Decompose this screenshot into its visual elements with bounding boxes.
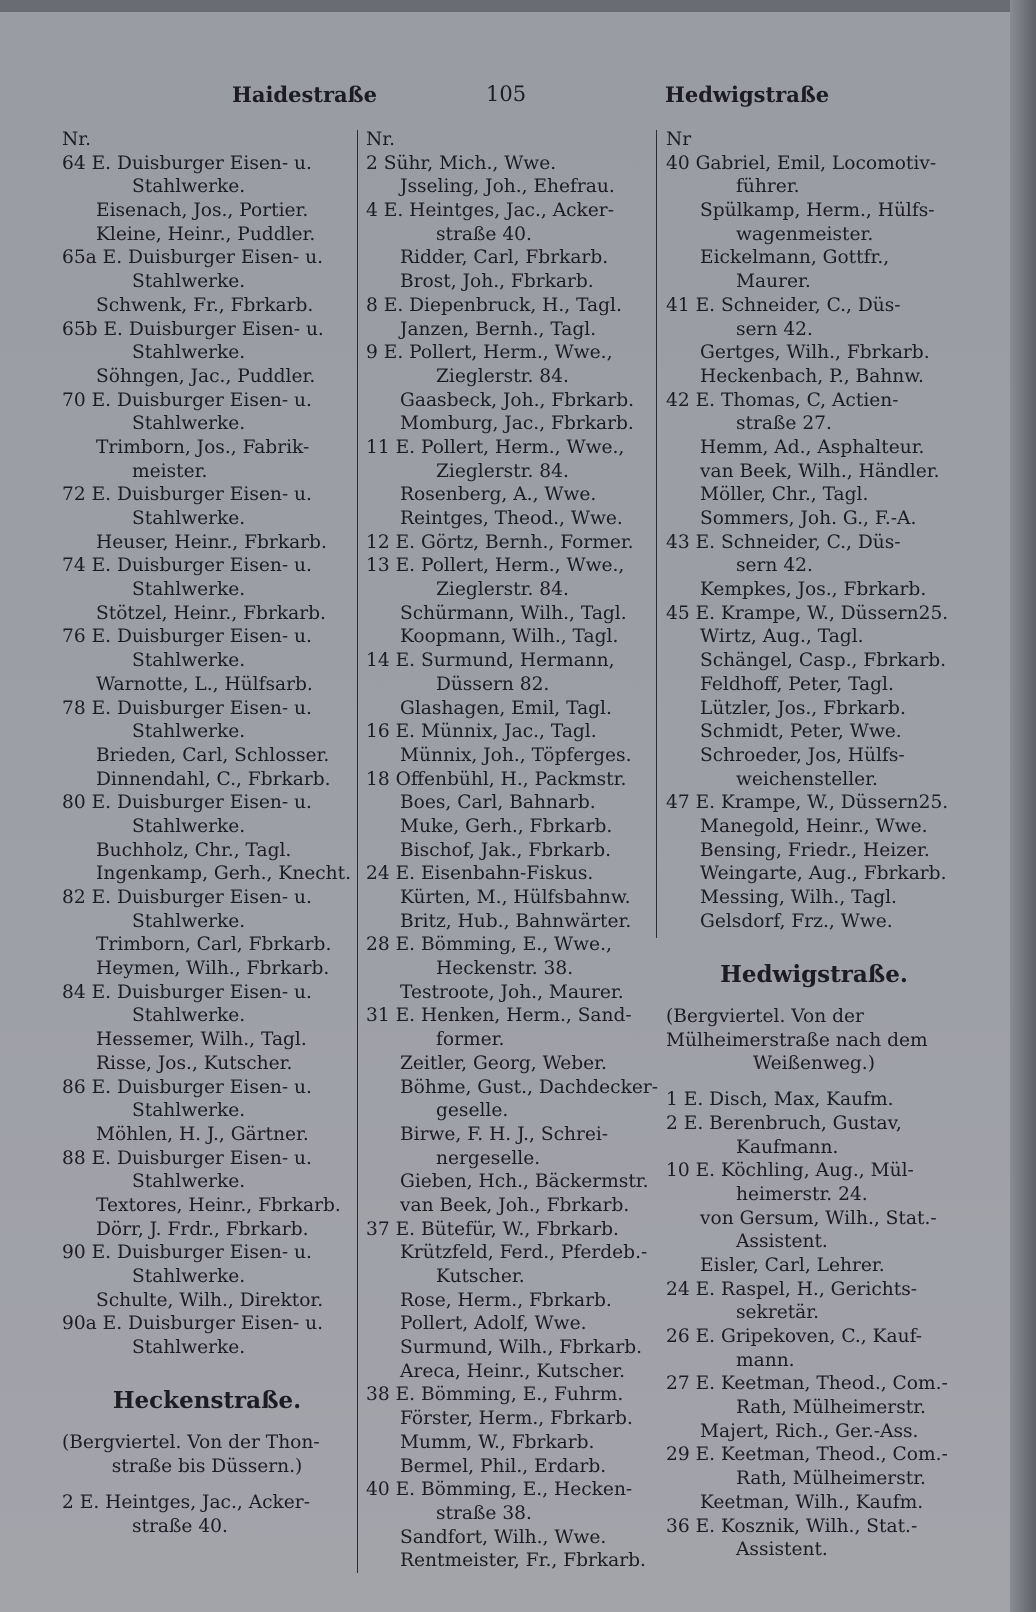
directory-line: Stahlwerke. [132,413,246,435]
directory-line: 9 E. Pollert, Herm., Wwe., [366,342,613,364]
directory-line: 24 E. Eisenbahn-Fiskus. [366,863,594,885]
directory-line: Surmund, Wilh., Fbrkarb. [400,1337,643,1359]
directory-line: Sandfort, Wilh., Wwe. [400,1526,607,1548]
directory-line: 38 E. Bömming, E., Fuhrm. [366,1384,624,1406]
directory-line: geselle. [436,1100,509,1122]
directory-line: Spülkamp, Herm., Hülfs- [700,200,935,222]
directory-line: 8 E. Diepenbruck, H., Tagl. [366,294,622,316]
directory-line: Feldhoff, Peter, Tagl. [700,673,894,695]
directory-line: nergeselle. [436,1147,541,1169]
directory-line: 82 E. Duisburger Eisen- u. [62,887,312,908]
directory-line: Bensing, Friedr., Heizer. [700,839,930,861]
directory-line: Trimborn, Carl, Fbrkarb. [96,934,332,956]
directory-line: 74 E. Duisburger Eisen- u. [62,555,312,577]
directory-line: 36 E. Kosznik, Wilh., Stat.- [666,1515,918,1537]
directory-line: Heuser, Heinr., Fbrkarb. [96,531,327,553]
directory-line: 13 E. Pollert, Herm., Wwe., [366,555,625,577]
right-running-title: Hedwigstraße [665,82,830,107]
directory-line: Stahlwerke. [132,1337,246,1359]
directory-line: Stötzel, Heinr., Fbrkarb. [96,602,326,624]
directory-line: 12 E. Görtz, Bernh., Former. [366,531,634,553]
column-left [62,128,352,1538]
street-heading: Hedwigstraße. [720,961,908,989]
directory-line: Rosenberg, A., Wwe. [400,484,597,506]
directory-line: Zieglerstr. 84. [436,460,569,482]
directory-line: 2 Sühr, Mich., Wwe. [366,152,557,174]
directory-line: 86 E. Duisburger Eisen- u. [62,1076,312,1098]
directory-line: straße 40. [132,1515,228,1537]
directory-line: 72 E. Duisburger Eisen- u. [62,484,312,506]
directory-line: Bischof, Jak., Fbrkarb. [400,839,612,861]
directory-line: Nr. [366,129,396,150]
directory-line: Kaufmann. [736,1136,839,1158]
directory-line: Schulte, Wilh., Direktor. [96,1289,324,1311]
directory-line: Schürmann, Wilh., Tagl. [400,602,627,624]
directory-line: Zieglerstr. 84. [436,579,569,601]
directory-line: Weingarte, Aug., Fbrkarb. [700,863,947,885]
directory-line: Buchholz, Chr., Tagl. [96,839,292,861]
spacer [62,1419,352,1431]
directory-line: Testroote, Joh., Maurer. [400,981,624,1003]
directory-line: 65b E. Duisburger Eisen- u. [62,318,324,340]
directory-line: Förster, Herm., Fbrkarb. [400,1408,633,1430]
directory-line: 80 E. Duisburger Eisen- u. [62,792,312,814]
directory-line: Söhngen, Jac., Puddler. [96,365,316,387]
directory-line: Heckenstr. 38. [436,958,574,980]
directory-line: Reintges, Theod., Wwe. [400,508,623,529]
directory-line: Stahlwerke. [132,1100,246,1122]
directory-line: Stahlwerke. [132,650,246,672]
directory-line: 14 E. Surmund, Hermann, [366,650,615,672]
directory-line: wagenmeister. [736,223,874,245]
directory-line: Stahlwerke. [132,579,246,601]
spacer [62,1360,352,1384]
directory-line: Britz, Hub., Bahnwärter. [400,910,632,932]
column-divider-left [357,130,358,1573]
directory-line: Boes, Carl, Bahnarb. [400,792,596,814]
directory-line: Stahlwerke. [132,1266,246,1287]
directory-line: Rentmeister, Fr., Fbrkarb. [400,1550,646,1572]
directory-line: 76 E. Duisburger Eisen- u. [62,626,312,648]
directory-line: 16 E. Münnix, Jac., Tagl. [366,721,597,743]
directory-line: 40 E. Bömming, E., Hecken- [366,1479,633,1501]
directory-line: 78 E. Duisburger Eisen- u. [62,697,312,719]
directory-line: van Beek, Wilh., Händler. [700,460,940,482]
directory-line: 40 Gabriel, Emil, Locomotiv- [666,152,937,174]
directory-line: sekretär. [736,1302,820,1324]
directory-line: Rose, Herm., Fbrkarb. [400,1289,612,1311]
directory-line: 90a E. Duisburger Eisen- u. [62,1313,324,1335]
directory-line: Möhlen, H. J., Gärtner. [96,1123,309,1145]
street-heading: Heckenstraße. [112,1387,302,1415]
spacer [62,1479,352,1491]
directory-line: Areca, Heinr., Kutscher. [400,1360,625,1382]
column-divider-right [656,130,657,938]
directory-line: Pollert, Adolf, Wwe. [400,1313,587,1335]
directory-line: Glashagen, Emil, Tagl. [400,697,612,719]
directory-line: Schmidt, Peter, Wwe. [700,721,902,743]
directory-line: Keetman, Wilh., Kaufm. [700,1491,924,1513]
directory-line: Stahlwerke. [132,271,246,293]
directory-line: Momburg, Jac., Fbrkarb. [400,413,634,435]
directory-line: Muke, Gerh., Fbrkarb. [400,815,613,837]
directory-line: Gertges, Wilh., Fbrkarb. [700,342,930,364]
directory-line: Messing, Wilh., Tagl. [700,887,897,908]
directory-line: Rath, Mülheimerstr. [736,1397,926,1419]
directory-line: Birwe, F. H. J., Schrei- [400,1123,609,1145]
column-middle [366,128,659,1573]
directory-line: Jsseling, Joh., Ehefrau. [400,176,615,198]
directory-line: Stahlwerke. [132,176,246,198]
directory-line: Maurer. [736,271,811,293]
directory-line: Böhme, Gust., Dachdecker- [400,1076,659,1098]
directory-line: Brieden, Carl, Schlosser. [96,744,330,766]
directory-line: 24 E. Raspel, H., Gerichts- [666,1278,918,1300]
directory-line: Schängel, Casp., Fbrkarb. [700,650,947,672]
directory-line: sern 42. [736,555,813,577]
directory-line: Eickelmann, Gottfr., [700,247,890,269]
directory-line: 88 E. Duisburger Eisen- u. [62,1147,312,1169]
directory-line: Kleine, Heinr., Puddler. [96,223,316,245]
directory-line: former. [436,1029,505,1051]
directory-line: Schroeder, Jos, Hülfs- [700,744,905,766]
directory-line: Weißenweg.) [753,1053,875,1075]
directory-line: Schwenk, Fr., Fbrkarb. [96,294,314,316]
directory-line: Bermel, Phil., Erdarb. [400,1455,607,1477]
directory-line: Möller, Chr., Tagl. [700,484,869,506]
directory-line: 10 E. Köchling, Aug., Mül- [666,1160,914,1182]
directory-line: Assistent. [736,1539,828,1561]
directory-line: straße 38. [436,1502,532,1524]
directory-line: Dinnendahl, C., Fbrkarb. [96,768,331,790]
directory-line: 4 E. Heintges, Jac., Acker- [366,200,614,222]
directory-line: Stahlwerke. [132,1171,246,1193]
directory-line: 84 E. Duisburger Eisen- u. [62,981,312,1003]
directory-line: 41 E. Schneider, C., Düs- [666,294,901,316]
directory-line: Stahlwerke. [132,910,246,932]
directory-line: Manegold, Heinr., Wwe. [700,815,928,837]
directory-line: Zieglerstr. 84. [436,365,569,387]
page-number: 105 [486,82,527,106]
directory-line: 2 E. Berenbruch, Gustav, [666,1112,902,1134]
directory-line: Textores, Heinr., Fbrkarb. [96,1194,341,1216]
directory-line: Nr. [62,129,92,150]
spacer [666,933,962,957]
directory-line: Nr [666,129,692,150]
directory-line: Mülheimerstraße nach dem [666,1029,928,1051]
directory-line: 43 E. Schneider, C., Düs- [666,531,901,553]
directory-line: Stahlwerke. [132,342,246,364]
directory-line: Trimborn, Jos., Fabrik- [96,436,310,458]
directory-line: Sommers, Joh. G., F.-A. [700,508,917,529]
directory-line: Gelsdorf, Frz., Wwe. [700,910,893,932]
directory-line: Münnix, Joh., Töpferges. [400,744,632,766]
directory-line: Rath, Mülheimerstr. [736,1468,926,1490]
spacer [666,1076,962,1088]
directory-line: 42 E. Thomas, C, Actien- [666,389,899,411]
directory-line: 28 E. Bömming, E., Wwe., [366,934,612,956]
directory-line: (Bergviertel. Von der Thon- [62,1432,320,1454]
directory-line: (Bergviertel. Von der [666,1006,864,1028]
directory-line: straße 27. [736,413,832,435]
directory-line: meister. [132,460,208,482]
directory-line: Heymen, Wilh., Fbrkarb. [96,958,330,980]
directory-line: van Beek, Joh., Fbrkarb. [400,1194,630,1216]
directory-line: Eisenach, Jos., Portier. [96,200,309,222]
directory-line: Krützfeld, Ferd., Pferdeb.- [400,1242,648,1264]
directory-line: straße bis Düssern.) [111,1456,303,1478]
spacer [666,993,962,1005]
directory-line: 29 E. Keetman, Theod., Com.- [666,1444,948,1466]
directory-line: Warnotte, L., Hülfsarb. [96,673,313,695]
directory-line: Mumm, W., Fbrkarb. [400,1431,595,1453]
directory-line: Hessemer, Wilh., Tagl. [96,1029,307,1051]
directory-line: straße 40. [436,223,532,245]
directory-line: 18 Offenbühl, H., Packmstr. [366,768,627,790]
directory-line: Kürten, M., Hülfsbahnw. [400,887,631,908]
directory-line: 70 E. Duisburger Eisen- u. [62,389,312,411]
directory-line: Kutscher. [436,1266,525,1287]
directory-line: Wirtz, Aug., Tagl. [700,626,864,648]
directory-line: Janzen, Bernh., Tagl. [400,318,597,340]
directory-line: Kempkes, Jos., Fbrkarb. [700,579,927,601]
directory-line: 1 E. Disch, Max, Kaufm. [666,1089,894,1111]
directory-line: Heckenbach, P., Bahnw. [700,365,924,387]
directory-line: 2 E. Heintges, Jac., Acker- [62,1491,310,1513]
directory-line: Hemm, Ad., Asphalteur. [700,436,925,458]
directory-line: Gieben, Hch., Bäckermstr. [400,1171,649,1193]
directory-line: 26 E. Gripekoven, C., Kauf- [666,1326,923,1347]
directory-line: 90 E. Duisburger Eisen- u. [62,1242,312,1264]
directory-line: 37 E. Bütefür, W., Fbrkarb. [366,1218,619,1240]
directory-line: Ridder, Carl, Fbrkarb. [400,247,609,269]
directory-line: Ingenkamp, Gerh., Knecht. [96,863,352,885]
directory-line: Risse, Jos., Kutscher. [96,1052,293,1074]
directory-line: Düssern 82. [436,673,550,695]
directory-line: Stahlwerke. [132,815,246,837]
directory-line: Majert, Rich., Ger.-Ass. [700,1420,919,1442]
directory-line: mann. [736,1349,795,1371]
directory-line: Stahlwerke. [132,721,246,743]
page-header [0,82,1010,116]
directory-line: Lützler, Jos., Fbrkarb. [700,697,906,719]
column-right [666,128,962,1562]
directory-line: sern 42. [736,318,813,340]
directory-line: 45 E. Krampe, W., Düssern25. [666,602,949,624]
directory-line: Dörr, J. Frdr., Fbrkarb. [96,1218,309,1240]
directory-line: 65a E. Duisburger Eisen- u. [62,247,324,269]
directory-line: weichensteller. [736,768,878,790]
directory-line: 31 E. Henken, Herm., Sand- [366,1005,632,1027]
directory-line: Stahlwerke. [132,508,246,529]
directory-line: führer. [736,176,800,198]
directory-line: Gaasbeck, Joh., Fbrkarb. [400,389,635,411]
directory-line: 47 E. Krampe, W., Düssern25. [666,792,949,814]
directory-line: 27 E. Keetman, Theod., Com.- [666,1373,948,1395]
left-running-title: Haidestraße [232,82,377,107]
directory-line: 64 E. Duisburger Eisen- u. [62,152,312,174]
directory-line: von Gersum, Wilh., Stat.- [700,1207,937,1229]
directory-line: heimerstr. 24. [736,1183,868,1205]
page-right-edge [1010,0,1036,1612]
directory-line: Assistent. [736,1231,828,1253]
directory-line: Brost, Joh., Fbrkarb. [400,271,594,293]
directory-line: Koopmann, Wilh., Tagl. [400,626,619,648]
directory-line: Stahlwerke. [132,1005,246,1027]
directory-line: 11 E. Pollert, Herm., Wwe., [366,436,625,458]
directory-line: Eisler, Carl, Lehrer. [700,1254,885,1276]
page-top-edge [0,0,1036,12]
directory-line: Zeitler, Georg, Weber. [400,1052,607,1074]
